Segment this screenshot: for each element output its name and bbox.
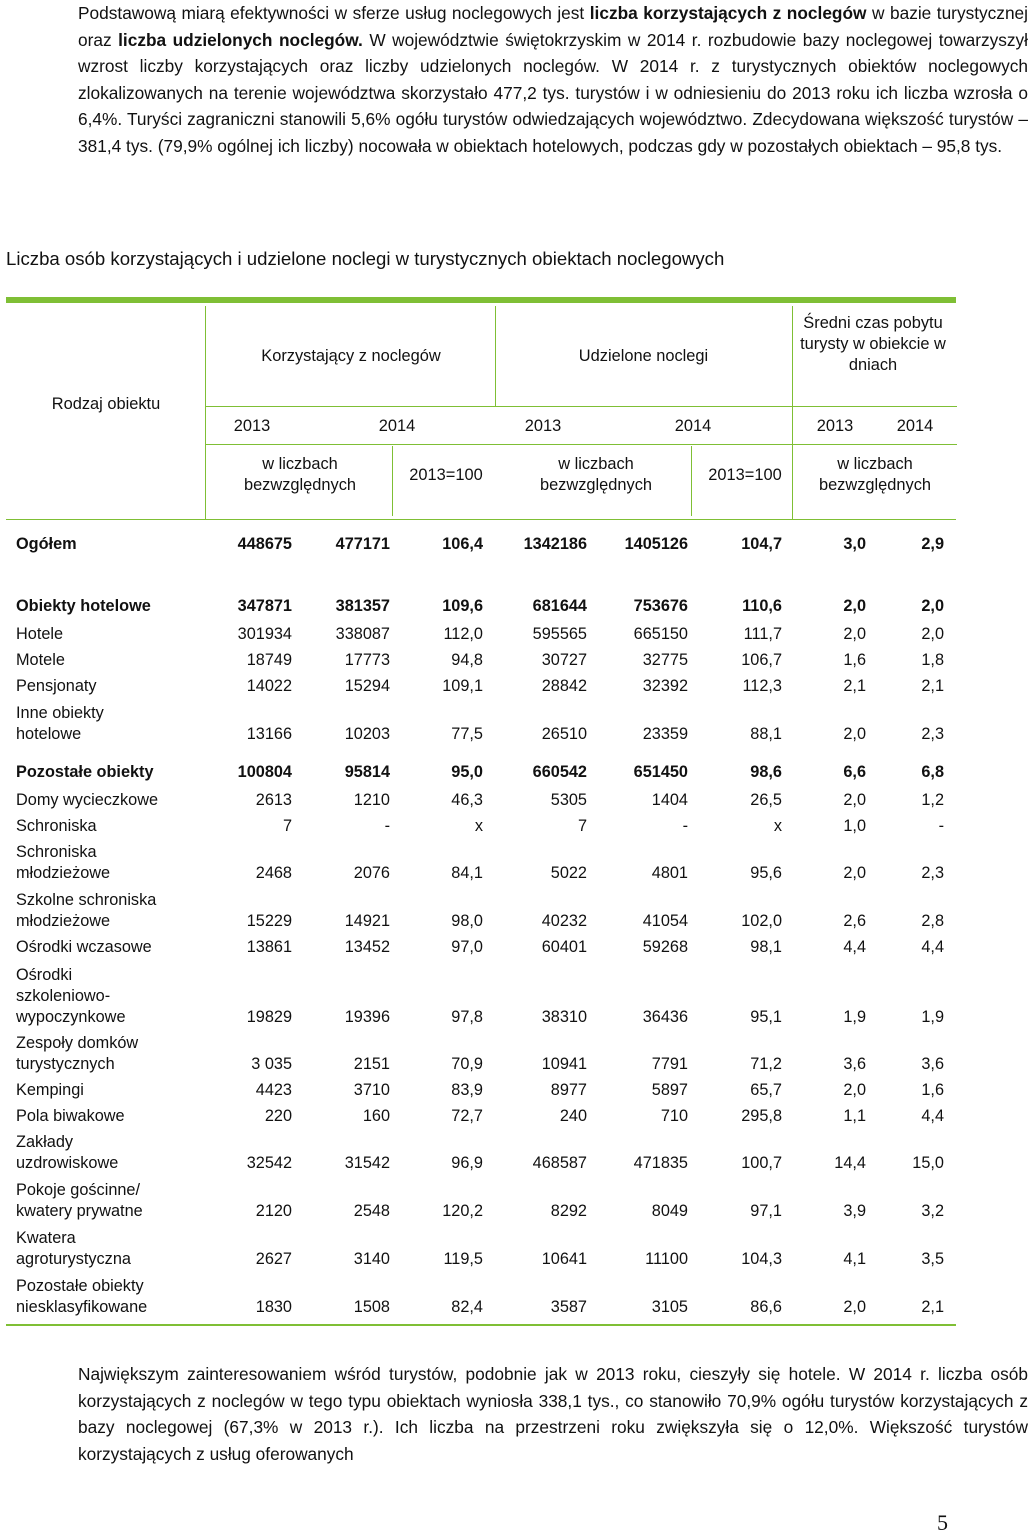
row-value: 1,8 xyxy=(921,651,944,669)
row-value: 104,7 xyxy=(741,535,782,553)
row-value: 14921 xyxy=(344,912,390,930)
header-korzystajacy: Korzystający z noclegów xyxy=(261,347,441,365)
row-value: 23359 xyxy=(642,725,688,743)
table-row xyxy=(0,650,960,672)
table-row xyxy=(0,964,960,1029)
row-value: 1405126 xyxy=(624,535,688,553)
row-value: 381357 xyxy=(335,597,390,615)
unit-udz-index: 2013=100 xyxy=(708,466,782,484)
row-label: Obiekty hotelowe xyxy=(16,597,151,615)
row-value: 1508 xyxy=(353,1298,390,1316)
row-value: 477171 xyxy=(335,535,390,553)
table-row xyxy=(0,1227,960,1270)
row-value: 3,0 xyxy=(843,535,866,553)
row-value: 84,1 xyxy=(451,864,483,882)
row-value: 1342186 xyxy=(523,535,587,553)
row-value: 8977 xyxy=(550,1081,587,1099)
row-value: 1,2 xyxy=(921,791,944,809)
row-label: Zespoły domków turystycznych xyxy=(16,1034,139,1073)
row-value: 32775 xyxy=(642,651,688,669)
row-value: 98,6 xyxy=(750,763,782,781)
row-value: 2,1 xyxy=(921,677,944,695)
row-label: Szkolne schroniska młodzieżowe xyxy=(16,891,157,930)
row-value: 1,0 xyxy=(843,817,866,835)
row-value: 109,1 xyxy=(442,677,483,695)
row-value: 19396 xyxy=(344,1008,390,1026)
row-value: 3140 xyxy=(353,1250,390,1268)
row-value: 295,8 xyxy=(741,1107,782,1125)
row-value: 2,1 xyxy=(921,1298,944,1316)
grid-v-4 xyxy=(392,446,393,516)
row-value: 100,7 xyxy=(741,1154,782,1172)
row-value: 338087 xyxy=(335,625,390,643)
year-udz-2014: 2014 xyxy=(674,417,712,435)
row-value: 3 035 xyxy=(251,1055,292,1073)
row-value: 240 xyxy=(559,1107,587,1125)
row-value: 96,9 xyxy=(451,1154,483,1172)
table-row xyxy=(0,889,960,932)
row-value: 10203 xyxy=(344,725,390,743)
intro-bold-1: liczba korzystających z noclegów xyxy=(589,3,867,23)
row-value: 6,6 xyxy=(843,763,866,781)
row-value: 2,3 xyxy=(921,725,944,743)
row-value: 301934 xyxy=(237,625,292,643)
row-value: 4423 xyxy=(255,1081,292,1099)
grid-v-2 xyxy=(495,306,496,407)
row-label: Ośrodki wczasowe xyxy=(16,938,152,956)
row-value: 13861 xyxy=(246,938,292,956)
table-row xyxy=(0,937,960,959)
row-value: 98,1 xyxy=(750,938,782,956)
row-value: 681644 xyxy=(532,597,587,615)
row-value: 15,0 xyxy=(912,1154,944,1172)
row-value: 120,2 xyxy=(442,1202,483,1220)
row-label: Schroniska młodzieżowe xyxy=(16,843,111,882)
unit-korz-abs: w liczbach bezwzględnych xyxy=(243,455,357,494)
row-value: 14022 xyxy=(246,677,292,695)
row-value: 3,2 xyxy=(921,1202,944,1220)
row-value: 7791 xyxy=(651,1055,688,1073)
row-value: 97,1 xyxy=(750,1202,782,1220)
row-value: 2,0 xyxy=(843,864,866,882)
intro-text-rest: W województwie świętokrzyskim w 2014 r. rozbudowie bazy noclegowej towarzyszył wzrost liczby korzystających oraz liczby udzielonych noclegów. W 2014 r. z turystycznych obiektów noclegowych zlokalizowanych na terenie województwa skorzystało 477,2 tys. turystów i w odniesieniu do 2013 roku ich liczba wzrosła o 6,4%. Turyści zagraniczni stanowili 5,6% ogółu turystów odwiedzających województwo. Zdecydowana większość turystów – 381,4 tys. (79,9% ogólnej ich liczby) nocowała w obiektach hotelowych, podczas gdy w pozostałych obiektach – 95,8 tys. xyxy=(78,29,1028,156)
row-value: 71,2 xyxy=(750,1055,782,1073)
row-value: 60401 xyxy=(541,938,587,956)
row-value: 2,0 xyxy=(843,625,866,643)
row-value: 102,0 xyxy=(741,912,782,930)
row-value: 3,9 xyxy=(843,1202,866,1220)
table-row xyxy=(0,762,960,784)
row-label: Kwatera agroturystyczna xyxy=(16,1229,131,1268)
grid-v-1 xyxy=(205,306,206,520)
row-value: 15229 xyxy=(246,912,292,930)
outro-paragraph: Największym zainteresowaniem wśród turystów, podobnie jak w 2013 roku, cieszyły się hotele. W 2014 r. liczba osób korzystających z noclegów w tego typu obiektach wyniosła 338,1 tys., co stanowiło 70,9% ogółu turystów korzystających z bazy noclegowej (67,3% w 2013 r.). Ich liczba na przestrzeni roku zwiększyła się o 12,0%. Większość turystów korzystających z usług oferowanych xyxy=(78,1364,1028,1464)
intro-paragraph xyxy=(6,0,1028,159)
row-value: 1,1 xyxy=(843,1107,866,1125)
row-value: 471835 xyxy=(633,1154,688,1172)
row-value: 5305 xyxy=(550,791,587,809)
row-value: - xyxy=(384,817,390,835)
row-value: 3105 xyxy=(651,1298,688,1316)
row-value: 651450 xyxy=(633,763,688,781)
row-value: 2,1 xyxy=(843,677,866,695)
row-value: 112,3 xyxy=(742,677,782,695)
row-value: 106,7 xyxy=(741,651,782,669)
row-value: 14,4 xyxy=(834,1154,866,1172)
row-value: 17773 xyxy=(344,651,390,669)
row-value: 753676 xyxy=(633,597,688,615)
row-label: Pozostałe obiekty niesklasyfikowane xyxy=(16,1277,148,1316)
row-value: 109,6 xyxy=(442,597,483,615)
row-value: 4,4 xyxy=(921,1107,944,1125)
row-value: 26510 xyxy=(541,725,587,743)
row-value: 94,8 xyxy=(451,651,483,669)
header-udzielone: Udzielone noclegi xyxy=(578,347,709,365)
row-value: 97,0 xyxy=(451,938,483,956)
row-label: Zakłady uzdrowiskowe xyxy=(16,1133,119,1172)
intro-bold-2: liczba udzielonych noclegów. xyxy=(118,29,363,50)
row-value: 59268 xyxy=(642,938,688,956)
row-value: 18749 xyxy=(246,651,292,669)
row-value: 65,7 xyxy=(750,1081,782,1099)
row-value: 1210 xyxy=(353,791,390,809)
row-value: 4,4 xyxy=(843,938,866,956)
table-row xyxy=(0,1275,960,1318)
row-value: 31542 xyxy=(344,1154,390,1172)
row-value: 665150 xyxy=(633,625,688,643)
year-sr-2013: 2013 xyxy=(816,417,854,435)
row-value: 1,6 xyxy=(843,651,866,669)
unit-korz-index: 2013=100 xyxy=(409,466,483,484)
row-value: 77,5 xyxy=(451,725,483,743)
row-value: 36436 xyxy=(642,1008,688,1026)
row-label: Ośrodki szkoleniowo- wypoczynkowe xyxy=(16,966,126,1026)
row-value: 2,0 xyxy=(843,791,866,809)
row-value: 26,5 xyxy=(750,791,782,809)
row-value: 2,0 xyxy=(843,1081,866,1099)
row-value: 2,9 xyxy=(921,535,944,553)
row-value: 100804 xyxy=(237,763,292,781)
row-label: Pozostałe obiekty xyxy=(16,763,154,781)
row-value: 13452 xyxy=(344,938,390,956)
row-value: 4,1 xyxy=(843,1250,866,1268)
row-label: Schroniska xyxy=(16,817,97,835)
row-label: Pokoje gościnne/ kwatery prywatne xyxy=(16,1181,143,1220)
page-number: 5 xyxy=(937,1510,948,1535)
row-label: Pensjonaty xyxy=(16,677,97,695)
row-value: 1,6 xyxy=(921,1081,944,1099)
year-korz-2014: 2014 xyxy=(378,417,416,435)
row-value: 86,6 xyxy=(750,1298,782,1316)
row-value: 32392 xyxy=(642,677,688,695)
row-value: 2,3 xyxy=(921,864,944,882)
row-value: 3,6 xyxy=(921,1055,944,1073)
row-value: 95,1 xyxy=(750,1008,782,1026)
row-value: 95,6 xyxy=(750,864,782,882)
row-value: 19829 xyxy=(246,1008,292,1026)
row-value: 28842 xyxy=(541,677,587,695)
row-value: 38310 xyxy=(541,1008,587,1026)
table-bottom-rule xyxy=(6,1324,956,1326)
row-value: 10641 xyxy=(541,1250,587,1268)
row-value: 7 xyxy=(282,817,292,835)
row-value: 15294 xyxy=(344,677,390,695)
row-value: 2627 xyxy=(255,1250,292,1268)
row-value: 1,9 xyxy=(921,1008,944,1026)
table-row xyxy=(0,816,960,838)
row-value: 6,8 xyxy=(921,763,944,781)
table-row xyxy=(0,1080,960,1102)
row-value: - xyxy=(682,817,688,835)
row-label: Domy wycieczkowe xyxy=(16,791,159,809)
intro-text-mid: w bazie turystycznej oraz xyxy=(78,3,1028,50)
row-value: 13166 xyxy=(246,725,292,743)
row-value: 2,6 xyxy=(843,912,866,930)
table-row xyxy=(0,676,960,698)
row-value: 2468 xyxy=(255,864,292,882)
row-value: 95,0 xyxy=(451,763,483,781)
row-value: 2,0 xyxy=(843,1298,866,1316)
row-value: 112,0 xyxy=(443,625,483,643)
table-row xyxy=(0,1179,960,1222)
row-label: Ogółem xyxy=(16,535,77,553)
row-value: 46,3 xyxy=(451,791,483,809)
row-label: Kempingi xyxy=(16,1081,84,1099)
header-rodzaj: Rodzaj obiektu xyxy=(51,395,161,413)
unit-udz-abs: w liczbach bezwzględnych xyxy=(539,455,653,494)
grid-v-5 xyxy=(691,446,692,516)
row-value: 5022 xyxy=(550,864,587,882)
table-row xyxy=(0,841,960,884)
row-value: 95814 xyxy=(344,763,390,781)
row-value: 30727 xyxy=(541,651,587,669)
row-value: 220 xyxy=(264,1107,292,1125)
row-value: 710 xyxy=(660,1107,688,1125)
row-value: 448675 xyxy=(237,535,292,553)
row-value: 3587 xyxy=(550,1298,587,1316)
row-value: 111,7 xyxy=(743,625,782,643)
row-label: Pola biwakowe xyxy=(16,1107,125,1125)
row-value: 2,0 xyxy=(843,597,866,615)
row-value: 8049 xyxy=(651,1202,688,1220)
year-korz-2013: 2013 xyxy=(233,417,271,435)
row-label: Motele xyxy=(16,651,65,669)
row-value: 41054 xyxy=(642,912,688,930)
row-value: 104,3 xyxy=(741,1250,782,1268)
row-value: x xyxy=(474,817,483,835)
row-value: 2,8 xyxy=(921,912,944,930)
row-value: 1404 xyxy=(651,791,688,809)
table-row xyxy=(0,1106,960,1128)
row-value: 11100 xyxy=(645,1250,688,1268)
row-value: 7 xyxy=(577,817,587,835)
unit-sr-abs: w liczbach bezwzględnych xyxy=(818,455,932,494)
row-value: 595565 xyxy=(532,625,587,643)
row-value: 2613 xyxy=(255,791,292,809)
table-row xyxy=(0,790,960,812)
table-top-rule xyxy=(6,297,956,303)
row-value: 10941 xyxy=(541,1055,587,1073)
row-value: 2,0 xyxy=(843,725,866,743)
intro-text: Podstawową miarą efektywności w sferze usług noclegowych jest xyxy=(78,3,590,23)
row-value: 5897 xyxy=(651,1081,688,1099)
row-value: 40232 xyxy=(541,912,587,930)
table-row xyxy=(0,1131,960,1174)
row-value: 8292 xyxy=(550,1202,587,1220)
grid-h-2 xyxy=(205,444,957,445)
row-value: 70,9 xyxy=(451,1055,483,1073)
header-sredni: Średni czas pobytu turysty w obiekcie w dniach xyxy=(800,314,946,374)
row-value: 1830 xyxy=(255,1298,292,1316)
row-value: 4801 xyxy=(651,864,688,882)
row-label: Hotele xyxy=(16,625,64,643)
row-label: Inne obiekty hotelowe xyxy=(16,704,104,743)
table-title: Liczba osób korzystających i udzielone noclegi w turystycznych obiektach noclegowych xyxy=(6,248,725,269)
row-value: 2151 xyxy=(353,1055,390,1073)
row-value: 3,5 xyxy=(921,1250,944,1268)
table-row xyxy=(0,702,960,745)
row-value: - xyxy=(938,817,944,835)
row-value: 106,4 xyxy=(442,535,483,553)
row-value: 160 xyxy=(362,1107,390,1125)
table-row xyxy=(0,534,960,556)
year-sr-2014: 2014 xyxy=(896,417,934,435)
row-value: 97,8 xyxy=(451,1008,483,1026)
row-value: 4,4 xyxy=(921,938,944,956)
row-value: 98,0 xyxy=(451,912,483,930)
row-value: 88,1 xyxy=(750,725,782,743)
row-value: 2,0 xyxy=(921,597,944,615)
row-value: 3710 xyxy=(353,1081,390,1099)
row-value: 347871 xyxy=(237,597,292,615)
table-row xyxy=(0,1032,960,1075)
row-value: 119,5 xyxy=(443,1250,483,1268)
grid-h-1 xyxy=(205,406,957,407)
row-value: 32542 xyxy=(246,1154,292,1172)
table-row xyxy=(0,624,960,646)
row-value: 110,6 xyxy=(742,597,782,615)
row-value: 2548 xyxy=(353,1202,390,1220)
row-value: 3,6 xyxy=(843,1055,866,1073)
grid-h-3 xyxy=(6,519,956,520)
table-row xyxy=(0,596,960,618)
row-value: 83,9 xyxy=(451,1081,483,1099)
row-value: 2076 xyxy=(353,864,390,882)
row-value: x xyxy=(773,817,782,835)
row-value: 660542 xyxy=(532,763,587,781)
row-value: 82,4 xyxy=(451,1298,483,1316)
grid-v-3 xyxy=(792,306,793,520)
row-value: 2120 xyxy=(255,1202,292,1220)
row-value: 1,9 xyxy=(843,1008,866,1026)
row-value: 72,7 xyxy=(451,1107,483,1125)
year-udz-2013: 2013 xyxy=(524,417,562,435)
row-value: 468587 xyxy=(532,1154,587,1172)
row-value: 2,0 xyxy=(921,625,944,643)
